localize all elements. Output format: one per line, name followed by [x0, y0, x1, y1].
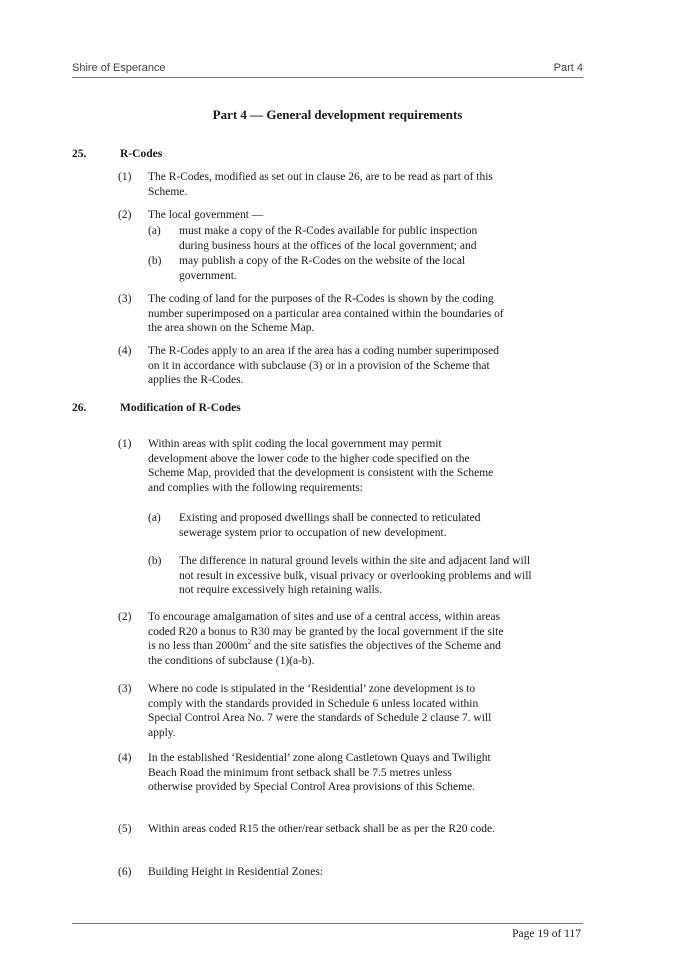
paragraph-letter: (b) — [148, 555, 162, 567]
subclause-number: (4) — [118, 345, 132, 357]
paragraph-text: Existing and proposed dwellings shall be connected to reticulated sewerage system prior to occupation of new development. — [179, 512, 481, 539]
paragraph-text: The difference in natural ground levels within the site and adjacent land will not result in excessive bulk, visual privacy or overlooking problems and will not require excessively high retaining walls. — [179, 555, 532, 596]
footer-rule — [72, 923, 583, 924]
page-title: Part 4 — General development requirements — [212, 107, 463, 122]
subclause-text: Within areas with split coding the local government may permit development above the lower code to the higher code specified on the Scheme Map, provided that the development is consistent with the Scheme and complies with the following requirements: — [148, 438, 494, 494]
header-shire-name: Shire of Esperance — [72, 62, 166, 74]
subclause-text: Building Height in Residential Zones: — [148, 866, 324, 878]
running-header — [72, 62, 583, 78]
subclause-number: (5) — [118, 823, 132, 835]
subclause-number: (4) — [118, 752, 132, 764]
subclause-number: (1) — [118, 438, 132, 450]
subclause-text: The R-Codes, modified as set out in clause 26, are to be read as part of this Scheme. — [148, 171, 493, 198]
subclause-text: The R-Codes apply to an area if the area has a coding number superimposed on it in accordance with subclause (3) or in a provision of the Scheme that applies the R-Codes. — [148, 345, 499, 386]
subclause-text-start: To encourage amalgamation of sites and use of a central access, within areas coded R20 a bonus to R30 may be granted by the local government if the site is no less than 2000m — [148, 611, 504, 652]
subclause-text: Where no code is stipulated in the ‘Residential’ zone development is to comply with the standards provided in Schedule 6 unless located within Special Control Area No. 7 were the standards of Schedule 2 clause 7. will apply. — [148, 683, 492, 739]
paragraph-text: must make a copy of the R-Codes available for public inspection during business hours at the offices of the local government; and — [179, 225, 478, 252]
subclause-text: Within areas coded R15 the other/rear setback shall be as per the R20 code. — [148, 823, 495, 835]
header-rule — [72, 77, 583, 78]
clause-title: R-Codes — [120, 148, 163, 160]
paragraph-letter: (a) — [148, 225, 161, 237]
superscript-2: 2 — [247, 638, 252, 647]
subclause-text — [148, 610, 508, 668]
subclause-number: (1) — [118, 171, 132, 183]
subclause-number: (3) — [118, 293, 132, 305]
subclause-number: (3) — [118, 683, 132, 695]
paragraph-letter: (a) — [148, 512, 161, 524]
subclause-text: The coding of land for the purposes of the R-Codes is shown by the coding number superimposed on a particular area contained within the boundaries of the area shown on the Scheme Map. — [148, 293, 504, 334]
subclause-number: (6) — [118, 866, 132, 878]
header-part-label: Part 4 — [553, 62, 583, 74]
paragraph-text: may publish a copy of the R-Codes on the website of the local government. — [179, 255, 466, 282]
subclause-text: In the established ‘Residential’ zone along Castletown Quays and Twilight Beach Road the minimum front setback shall be 7.5 metres unless otherwise provided by Special Control Area provisions of this Scheme. — [148, 752, 491, 793]
subclause-number: (2) — [118, 209, 132, 221]
page-number: Page 19 of 117 — [512, 928, 581, 940]
paragraph-letter: (b) — [148, 255, 162, 267]
clause-number: 26. — [72, 402, 87, 414]
clause-number: 25. — [72, 148, 87, 160]
subclause-number: (2) — [118, 611, 132, 623]
clause-title: Modification of R-Codes — [120, 402, 241, 414]
subclause-text-end: and the site satisfies the objectives of the Scheme and the conditions of subclause (1)(a-b). — [148, 640, 501, 667]
subclause-text: The local government — — [148, 209, 264, 221]
